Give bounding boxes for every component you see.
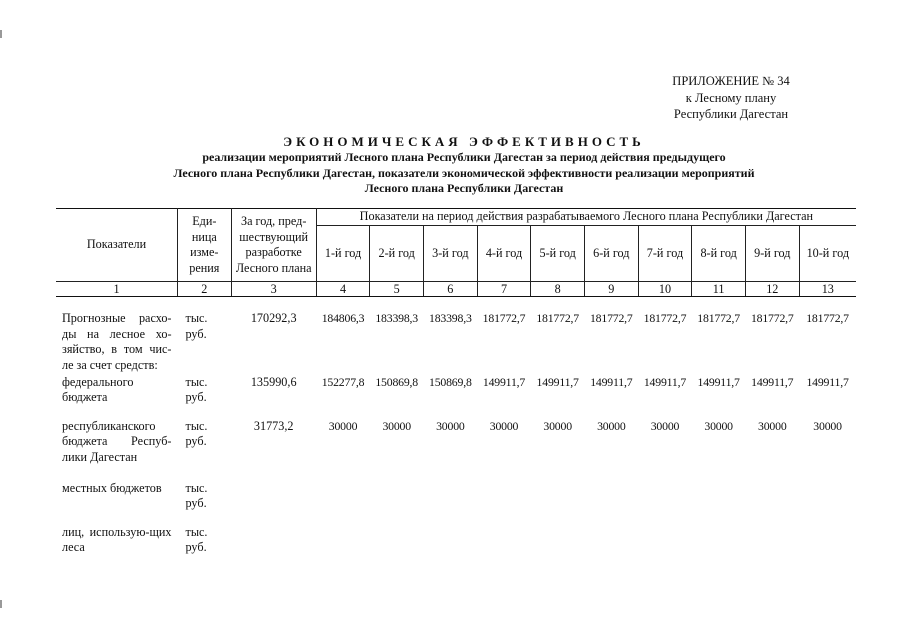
row-value-year-5 (531, 525, 585, 565)
title-main: ЭКОНОМИЧЕСКАЯ ЭФФЕКТИВНОСТЬ (283, 134, 645, 149)
header-year-8: 8-й год (692, 226, 746, 282)
row-value-year-9 (745, 481, 799, 525)
row-value-year-8: 181772,7 (697, 311, 740, 325)
row-value-year-4: 30000 (489, 418, 519, 433)
row-value-year-2: 150869,8 (375, 374, 418, 389)
row-value-year-6: 181772,7 (589, 311, 633, 325)
row-value-year-5 (531, 481, 585, 525)
row-value-year-4: 149911,7 (482, 374, 526, 389)
row-unit: тыс. руб. (185, 311, 208, 341)
appendix-region: Республики Дагестан (673, 107, 789, 121)
row-value-year-4 (477, 481, 531, 525)
row-value-year-8 (692, 481, 746, 525)
row-value-year-2: 30000 (382, 418, 411, 433)
column-number: 9 (584, 282, 638, 297)
row-value-year-3 (424, 525, 478, 565)
header-year-10: 10-й год (799, 226, 856, 282)
row-unit: тыс. руб. (185, 524, 208, 554)
row-value-year-1 (316, 481, 370, 525)
row-name: федерального бюджета (62, 374, 134, 404)
table-row (56, 375, 856, 419)
header-year-9: 9-й год (745, 226, 799, 282)
row-value-year-3 (424, 481, 478, 525)
column-number: 4 (316, 282, 370, 297)
row-value-year-7: 149911,7 (643, 374, 687, 389)
row-value-year-9: 181772,7 (750, 311, 794, 325)
row-value-year-3: 30000 (436, 418, 465, 433)
header-year-7: 7-й год (638, 226, 692, 282)
column-number: 2 (178, 282, 232, 297)
row-value-year-8: 149911,7 (697, 374, 740, 389)
table-row (56, 481, 856, 525)
appendix-header (640, 73, 822, 123)
row-value-year-7 (638, 481, 692, 525)
row-previous-value: 170292,3 (250, 311, 297, 325)
subtitle-line-3: Лесного плана Республики Дагестан (364, 181, 564, 195)
row-value-year-8: 30000 (704, 418, 733, 433)
row-value-year-2 (370, 525, 424, 565)
row-value-year-10 (799, 481, 856, 525)
row-value-year-10: 30000 (813, 418, 842, 433)
row-value-year-6: 30000 (597, 418, 626, 433)
row-previous-value: 31773,2 (253, 418, 294, 433)
column-number: 8 (531, 282, 585, 297)
column-number: 10 (638, 282, 692, 297)
header-year-6: 6-й год (584, 226, 638, 282)
document-title (120, 134, 808, 197)
row-value-year-3: 183398,3 (429, 311, 472, 325)
header-indicators: Показатели (56, 209, 178, 282)
row-value-year-2: 183398,3 (375, 311, 418, 325)
row-value-year-6 (584, 525, 638, 565)
row-value-year-5: 30000 (543, 418, 572, 433)
header-previous-year: За год, пред- шествующий разработке Лесного плана (231, 209, 316, 282)
row-value-year-1 (316, 525, 370, 565)
scan-margin-mark (0, 30, 2, 38)
column-number: 6 (424, 282, 478, 297)
row-value-year-1: 184806,3 (321, 311, 365, 325)
column-number: 13 (799, 282, 856, 297)
table-row (56, 525, 856, 565)
row-value-year-10 (799, 525, 856, 565)
row-value-year-7: 30000 (650, 418, 680, 433)
subtitle-line-1: реализации мероприятий Лесного плана Республики Дагестан за период действия предыдущего (202, 150, 726, 164)
column-number: 7 (477, 282, 531, 297)
table-row (56, 297, 856, 375)
row-value-year-4 (477, 525, 531, 565)
appendix-number: ПРИЛОЖЕНИЕ № 34 (672, 74, 790, 88)
column-number: 3 (231, 282, 316, 297)
column-number: 11 (692, 282, 746, 297)
row-value-year-9 (745, 525, 799, 565)
header-year-2: 2-й год (370, 226, 424, 282)
row-value-year-1: 152277,8 (321, 374, 365, 389)
row-unit: тыс. руб. (185, 418, 208, 448)
row-value-year-6: 149911,7 (590, 374, 633, 389)
row-name: местных бюджетов (62, 480, 162, 495)
row-previous-value (231, 481, 316, 525)
header-unit: Еди- ница изме- рения (178, 209, 232, 282)
subtitle-line-2: Лесного плана Республики Дагестан, показатели экономической эффективности реализации мероприятий (173, 165, 755, 180)
row-name: республиканского бюджета Респуб-лики Дагестан (62, 418, 172, 464)
row-value-year-3: 150869,8 (429, 374, 472, 389)
row-value-year-7: 181772,7 (643, 311, 687, 325)
row-name: Прогнозные расхо-ды на лесное хо-зяйство, в том чис-ле за счет средств: (62, 311, 172, 372)
header-year-5: 5-й год (531, 226, 585, 282)
row-value-year-2 (370, 481, 424, 525)
row-previous-value: 135990,6 (250, 374, 297, 389)
column-number: 12 (745, 282, 799, 297)
column-number: 5 (370, 282, 424, 297)
row-value-year-4: 181772,7 (482, 311, 526, 325)
row-name: лиц, использую-щих леса (62, 524, 172, 554)
row-value-year-10: 181772,7 (806, 311, 849, 325)
efficiency-table (56, 208, 856, 565)
title-subtitle (120, 150, 808, 197)
row-previous-value (231, 525, 316, 565)
row-value-year-9: 149911,7 (751, 374, 794, 389)
row-value-year-6 (584, 481, 638, 525)
table-row (56, 419, 856, 481)
row-value-year-9: 30000 (758, 418, 787, 433)
appendix-reference: к Лесному плану (685, 90, 777, 105)
row-value-year-8 (692, 525, 746, 565)
row-value-year-5: 181772,7 (536, 311, 579, 325)
header-year-1: 1-й год (316, 226, 370, 282)
scan-margin-mark (0, 600, 2, 608)
row-value-year-7 (638, 525, 692, 565)
row-value-year-5: 149911,7 (536, 374, 579, 389)
header-plan-period: Показатели на период действия разрабатываемого Лесного плана Республики Дагестан (316, 209, 856, 226)
header-year-3: 3-й год (424, 226, 478, 282)
row-value-year-10: 149911,7 (806, 374, 849, 389)
row-unit: тыс. руб. (185, 374, 208, 404)
row-unit: тыс. руб. (185, 480, 208, 510)
header-year-4: 4-й год (477, 226, 531, 282)
row-value-year-1: 30000 (328, 418, 358, 433)
column-number: 1 (56, 282, 178, 297)
